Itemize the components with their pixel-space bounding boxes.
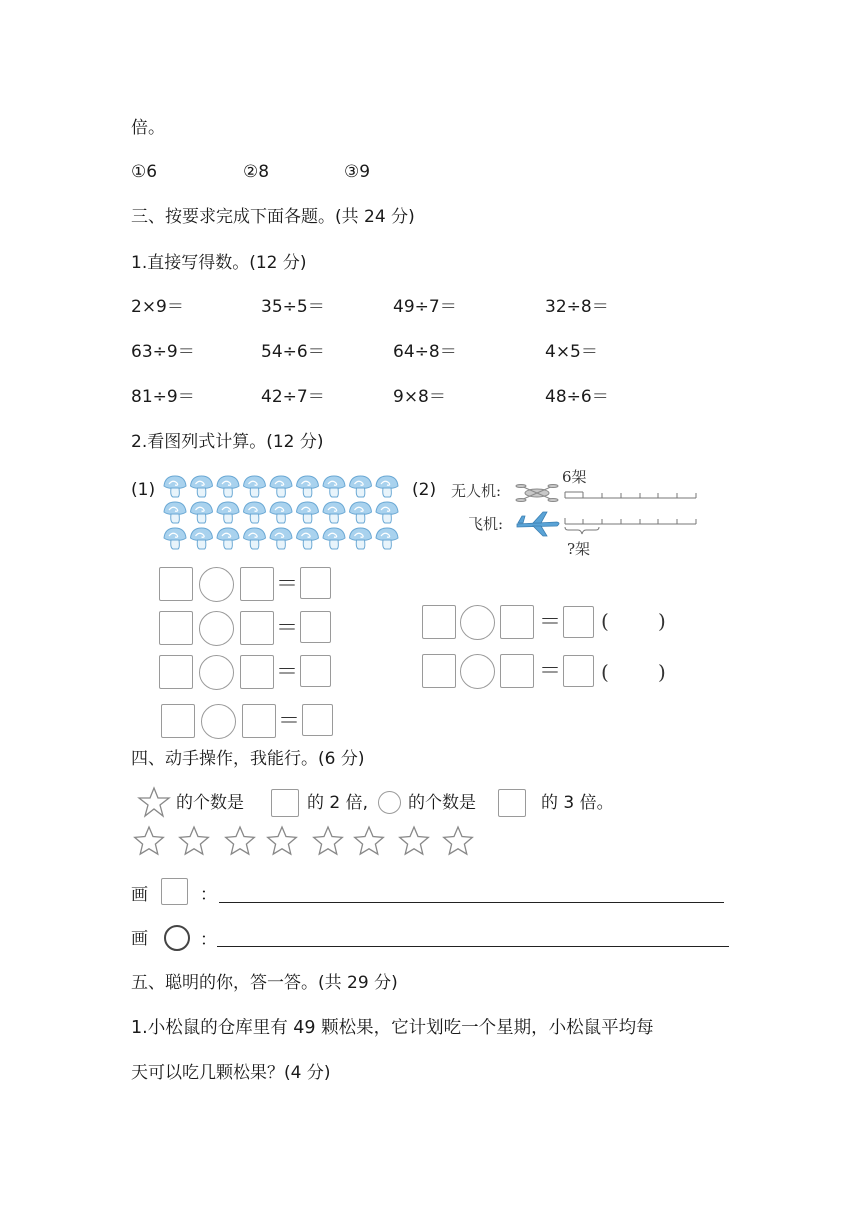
mushroom-icon	[270, 528, 292, 549]
drone-icon	[516, 485, 558, 502]
answer-box[interactable]	[159, 611, 193, 645]
calc-item: 49÷7＝	[393, 297, 457, 317]
draw-label: 画	[131, 885, 148, 905]
unit-paren-open: (	[601, 609, 609, 633]
answer-box[interactable]	[159, 567, 193, 601]
star-icon	[400, 827, 429, 854]
operator-circle[interactable]	[460, 605, 495, 640]
answer-box[interactable]	[300, 567, 331, 599]
calc-item: 54÷6＝	[261, 342, 325, 362]
square-shape-icon	[498, 789, 526, 817]
answer-box[interactable]	[563, 606, 594, 638]
q5-1-line-1: 1.小松鼠的仓库里有 49 颗松果，它计划吃一个星期，小松鼠平均每	[131, 1018, 654, 1038]
star-icon	[268, 827, 297, 854]
answer-box[interactable]	[500, 605, 534, 639]
mushroom-icon	[244, 528, 266, 549]
star-icon	[135, 827, 164, 854]
equals-sign: ＝	[539, 659, 562, 684]
calc-item: 9×8＝	[393, 387, 446, 407]
answer-box[interactable]	[563, 655, 594, 687]
mushroom-icon	[376, 476, 398, 497]
answer-box[interactable]	[161, 704, 195, 738]
mushroom-icon	[244, 476, 266, 497]
mushroom-icon	[297, 476, 319, 497]
star-icon	[180, 827, 209, 854]
equals-sign: ＝	[276, 660, 299, 685]
option-2: ②8	[243, 162, 270, 182]
mushroom-icon	[350, 476, 372, 497]
drone-label: 无人机:	[451, 482, 502, 500]
mushroom-icon	[164, 476, 186, 497]
answer-box[interactable]	[302, 704, 333, 736]
answer-box[interactable]	[159, 655, 193, 689]
drone-strip	[565, 492, 696, 498]
intro-tail: 倍。	[131, 118, 165, 138]
square-shape-icon	[271, 789, 299, 817]
calc-item: 42÷7＝	[261, 387, 325, 407]
calc-item: 63÷9＝	[131, 342, 195, 362]
section-5-title: 五、聪明的你，答一答。(共 29 分)	[131, 973, 398, 993]
mushroom-icon	[376, 502, 398, 523]
mushroom-icon	[217, 502, 239, 523]
mushroom-icon	[191, 476, 213, 497]
equals-sign: ＝	[278, 709, 301, 734]
sentence-part-a: 的个数是	[176, 793, 244, 813]
mushroom-icon	[323, 502, 345, 523]
q5-1-line-2: 天可以吃几颗松果？(4 分)	[131, 1063, 331, 1083]
equals-sign: ＝	[539, 610, 562, 635]
unit-paren-close: )	[658, 609, 666, 633]
q2-title: 2.看图列式计算。(12 分)	[131, 432, 324, 452]
mushroom-icon	[164, 502, 186, 523]
mushroom-icon	[297, 502, 319, 523]
part-2-label: (2)	[412, 480, 437, 500]
plane-question-label: ?架	[567, 540, 591, 558]
calc-item: 48÷6＝	[545, 387, 609, 407]
airplane-icon	[517, 512, 559, 536]
star-icon	[137, 786, 171, 818]
operator-circle[interactable]	[199, 655, 234, 690]
operator-circle[interactable]	[199, 611, 234, 646]
drone-count-label: 6架	[562, 468, 587, 486]
calc-item: 64÷8＝	[393, 342, 457, 362]
circle-shape-icon	[378, 791, 401, 814]
star-icon	[355, 827, 384, 854]
circle-shape-icon	[164, 925, 190, 951]
section-4-title: 四、动手操作，我能行。(6 分)	[131, 749, 365, 769]
mushroom-icon	[323, 528, 345, 549]
equals-sign: ＝	[276, 572, 299, 597]
mushroom-icon	[350, 502, 372, 523]
sentence-part-d: 的 3 倍。	[541, 793, 614, 813]
drone-plane-diagram	[515, 478, 705, 544]
sentence-part-c: 的个数是	[408, 793, 476, 813]
answer-box[interactable]	[300, 611, 331, 643]
answer-box[interactable]	[240, 655, 274, 689]
answer-box[interactable]	[300, 655, 331, 687]
section-3-title: 三、按要求完成下面各题。(共 24 分)	[131, 207, 415, 227]
unit-paren-close: )	[658, 660, 666, 684]
mushroom-icon	[270, 476, 292, 497]
mushroom-icon	[217, 476, 239, 497]
answer-box[interactable]	[240, 611, 274, 645]
draw-squares-answer-line[interactable]	[219, 902, 724, 903]
calc-item: 81÷9＝	[131, 387, 195, 407]
operator-circle[interactable]	[199, 567, 234, 602]
plane-label: 飞机:	[468, 515, 504, 533]
mushroom-icon	[217, 528, 239, 549]
calc-item: 2×9＝	[131, 297, 184, 317]
equals-sign: ＝	[276, 616, 299, 641]
operator-circle[interactable]	[201, 704, 236, 739]
mushroom-icon	[164, 528, 186, 549]
sentence-part-b: 的 2 倍,	[307, 793, 369, 813]
answer-box[interactable]	[422, 654, 456, 688]
mushroom-icon	[191, 528, 213, 549]
mushroom-icon	[270, 502, 292, 523]
mushroom-icon	[376, 528, 398, 549]
answer-box[interactable]	[422, 605, 456, 639]
mushroom-icon	[297, 528, 319, 549]
q1-title: 1.直接写得数。(12 分)	[131, 253, 307, 273]
calc-item: 35÷5＝	[261, 297, 325, 317]
calc-item: 32÷8＝	[545, 297, 609, 317]
option-1: ①6	[131, 162, 158, 182]
mushroom-icon	[323, 476, 345, 497]
answer-box[interactable]	[242, 704, 276, 738]
mushroom-grid-image	[160, 472, 405, 552]
stars-row	[133, 824, 483, 860]
mushroom-icon	[350, 528, 372, 549]
answer-box[interactable]	[500, 654, 534, 688]
calc-item: 4×5＝	[545, 342, 598, 362]
operator-circle[interactable]	[460, 654, 495, 689]
unit-paren-open: (	[601, 660, 609, 684]
answer-box[interactable]	[240, 567, 274, 601]
plane-strip	[565, 518, 696, 534]
colon: ：	[200, 930, 217, 950]
draw-label: 画	[131, 929, 148, 949]
mushroom-icon	[191, 502, 213, 523]
draw-circles-answer-line[interactable]	[217, 946, 729, 947]
star-icon	[314, 827, 343, 854]
star-icon	[226, 827, 255, 854]
part-1-label: (1)	[131, 480, 156, 500]
mushroom-icon	[244, 502, 266, 523]
colon: ：	[200, 885, 217, 905]
star-icon	[444, 827, 473, 854]
option-3: ③9	[344, 162, 371, 182]
square-shape-icon	[161, 878, 188, 905]
